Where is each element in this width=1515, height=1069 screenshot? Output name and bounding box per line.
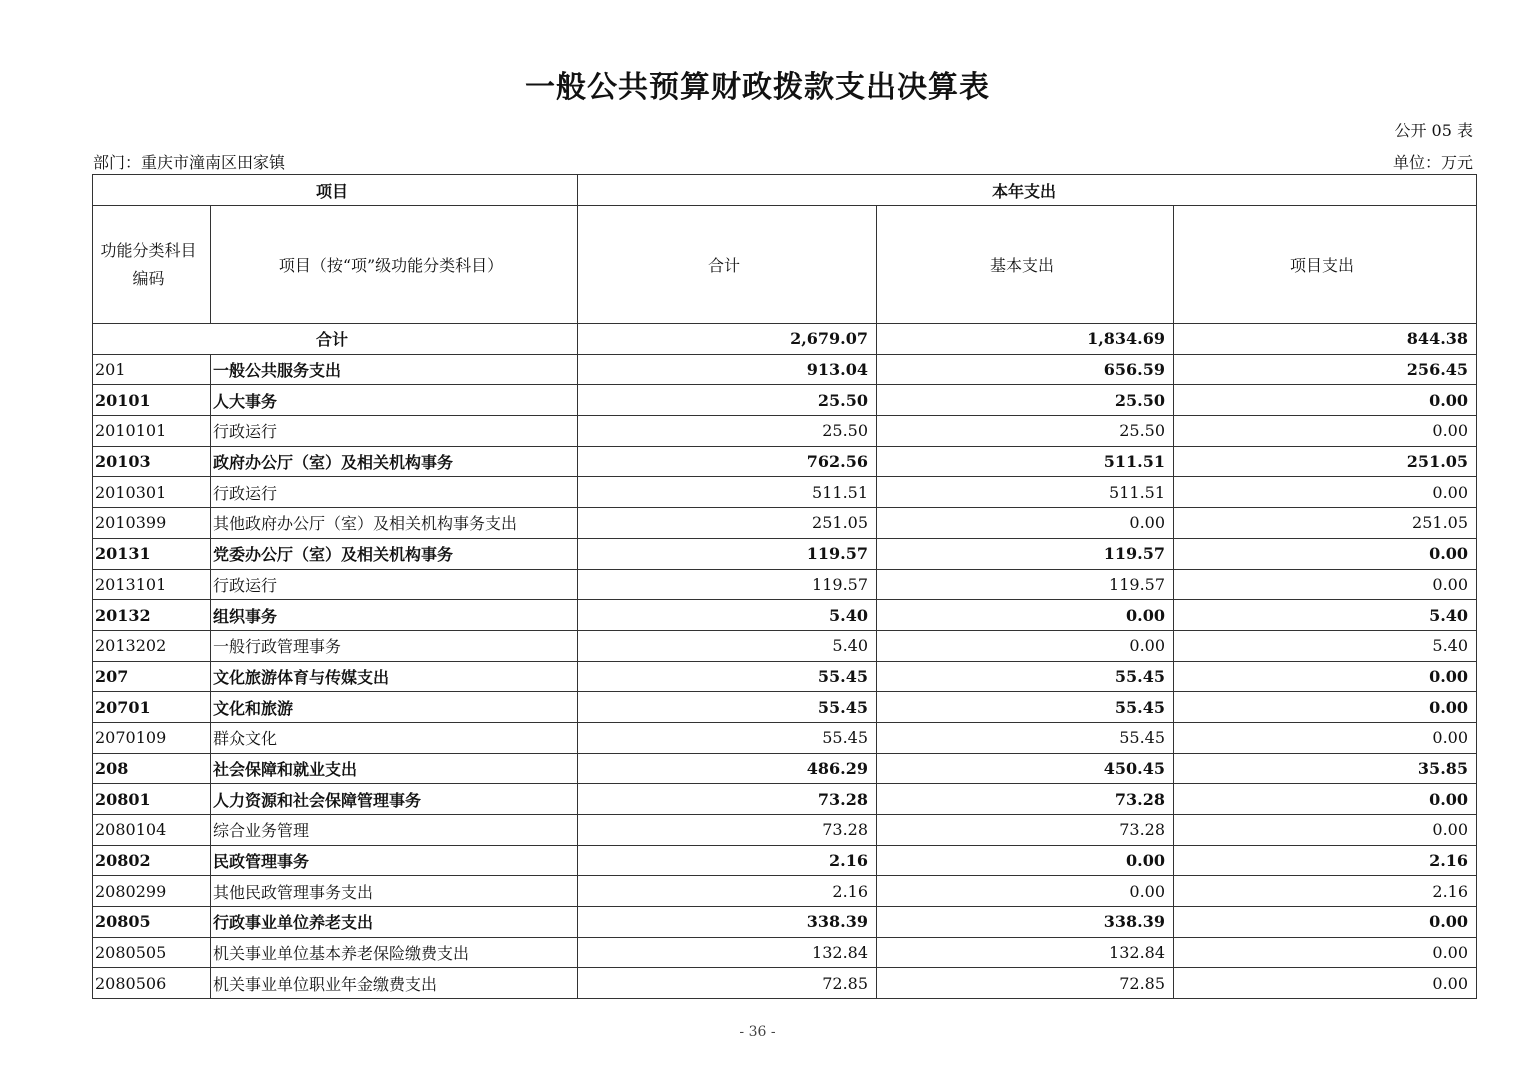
row-total: 73.28	[578, 815, 877, 846]
row-code: 2070109	[93, 722, 211, 753]
table-row	[93, 937, 1477, 968]
row-name: 民政管理事务	[211, 845, 578, 876]
row-project: 35.85	[1174, 753, 1477, 784]
row-code: 2013101	[93, 569, 211, 600]
row-project: 0.00	[1174, 692, 1477, 723]
row-basic: 25.50	[877, 385, 1174, 416]
row-basic: 0.00	[877, 508, 1174, 539]
row-project: 5.40	[1174, 630, 1477, 661]
header-code: 功能分类科目编码	[93, 206, 211, 324]
row-basic: 338.39	[877, 907, 1174, 938]
row-name: 政府办公厅（室）及相关机构事务	[211, 446, 578, 477]
table-row	[93, 477, 1477, 508]
row-total: 486.29	[578, 753, 877, 784]
table-row	[93, 600, 1477, 631]
row-name: 文化和旅游	[211, 692, 578, 723]
row-project: 0.00	[1174, 722, 1477, 753]
row-project: 0.00	[1174, 661, 1477, 692]
row-basic: 450.45	[877, 753, 1174, 784]
row-basic: 0.00	[877, 630, 1174, 661]
table-row	[93, 354, 1477, 385]
row-code: 207	[93, 661, 211, 692]
row-name: 其他民政管理事务支出	[211, 876, 578, 907]
row-code: 2080299	[93, 876, 211, 907]
header-row-1	[93, 175, 1477, 206]
row-basic: 132.84	[877, 937, 1174, 968]
table-row	[93, 815, 1477, 846]
row-basic: 73.28	[877, 784, 1174, 815]
row-name: 行政事业单位养老支出	[211, 907, 578, 938]
row-total: 55.45	[578, 722, 877, 753]
header-row-2	[93, 206, 1477, 324]
row-code: 201	[93, 354, 211, 385]
row-basic: 55.45	[877, 692, 1174, 723]
header-project-exp: 项目支出	[1174, 206, 1477, 324]
row-code: 2010301	[93, 477, 211, 508]
row-code: 2010399	[93, 508, 211, 539]
table-row	[93, 845, 1477, 876]
row-basic: 72.85	[877, 968, 1174, 999]
row-project: 0.00	[1174, 937, 1477, 968]
total-project: 844.38	[1174, 324, 1477, 355]
row-total: 2.16	[578, 845, 877, 876]
table-row	[93, 538, 1477, 569]
row-code: 20132	[93, 600, 211, 631]
total-sum: 2,679.07	[578, 324, 877, 355]
row-code: 20101	[93, 385, 211, 416]
row-code: 2080104	[93, 815, 211, 846]
header-item-name: 项目（按“项”级功能分类科目）	[211, 206, 578, 324]
row-name: 行政运行	[211, 569, 578, 600]
row-basic: 55.45	[877, 661, 1174, 692]
row-total: 55.45	[578, 661, 877, 692]
row-project: 0.00	[1174, 968, 1477, 999]
table-row	[93, 385, 1477, 416]
row-project: 0.00	[1174, 477, 1477, 508]
table-row	[93, 968, 1477, 999]
row-code: 2013202	[93, 630, 211, 661]
header-basic: 基本支出	[877, 206, 1174, 324]
row-total: 251.05	[578, 508, 877, 539]
row-project: 0.00	[1174, 569, 1477, 600]
total-row	[93, 324, 1477, 355]
row-total: 25.50	[578, 416, 877, 447]
table-row	[93, 630, 1477, 661]
row-code: 208	[93, 753, 211, 784]
row-total: 511.51	[578, 477, 877, 508]
row-basic: 511.51	[877, 477, 1174, 508]
row-code: 20805	[93, 907, 211, 938]
row-code: 2080505	[93, 937, 211, 968]
row-name: 机关事业单位职业年金缴费支出	[211, 968, 578, 999]
header-total: 合计	[578, 206, 877, 324]
row-code: 20103	[93, 446, 211, 477]
row-total: 25.50	[578, 385, 877, 416]
row-basic: 656.59	[877, 354, 1174, 385]
table-row	[93, 907, 1477, 938]
row-total: 5.40	[578, 600, 877, 631]
row-code: 20802	[93, 845, 211, 876]
row-basic: 0.00	[877, 600, 1174, 631]
unit-label: 单位：万元	[1392, 153, 1473, 172]
row-total: 132.84	[578, 937, 877, 968]
table-row	[93, 661, 1477, 692]
header-this-year: 本年支出	[578, 175, 1477, 206]
row-basic: 25.50	[877, 416, 1174, 447]
row-name: 其他政府办公厅（室）及相关机构事务支出	[211, 508, 578, 539]
row-project: 0.00	[1174, 385, 1477, 416]
table-row	[93, 784, 1477, 815]
row-basic: 0.00	[877, 876, 1174, 907]
total-basic: 1,834.69	[877, 324, 1174, 355]
row-code: 2080506	[93, 968, 211, 999]
row-total: 73.28	[578, 784, 877, 815]
row-basic: 55.45	[877, 722, 1174, 753]
row-project: 5.40	[1174, 600, 1477, 631]
row-name: 文化旅游体育与传媒支出	[211, 661, 578, 692]
row-total: 119.57	[578, 569, 877, 600]
row-name: 党委办公厅（室）及相关机构事务	[211, 538, 578, 569]
table-row	[93, 416, 1477, 447]
row-name: 机关事业单位基本养老保险缴费支出	[211, 937, 578, 968]
row-project: 251.05	[1174, 508, 1477, 539]
row-name: 综合业务管理	[211, 815, 578, 846]
row-total: 119.57	[578, 538, 877, 569]
row-code: 20131	[93, 538, 211, 569]
row-project: 2.16	[1174, 876, 1477, 907]
page-title: 一般公共预算财政拨款支出决算表	[525, 70, 990, 105]
row-project: 0.00	[1174, 907, 1477, 938]
row-basic: 119.57	[877, 538, 1174, 569]
row-name: 群众文化	[211, 722, 578, 753]
row-name: 行政运行	[211, 416, 578, 447]
total-label: 合计	[93, 324, 578, 355]
row-name: 行政运行	[211, 477, 578, 508]
row-project: 251.05	[1174, 446, 1477, 477]
row-total: 55.45	[578, 692, 877, 723]
row-name: 组织事务	[211, 600, 578, 631]
row-total: 72.85	[578, 968, 877, 999]
row-basic: 73.28	[877, 815, 1174, 846]
department-label: 部门：重庆市潼南区田家镇	[93, 153, 286, 172]
row-project: 256.45	[1174, 354, 1477, 385]
row-project: 2.16	[1174, 845, 1477, 876]
form-number: 公开 05 表	[1394, 121, 1473, 140]
row-basic: 511.51	[877, 446, 1174, 477]
table-row	[93, 876, 1477, 907]
row-name: 一般公共服务支出	[211, 354, 578, 385]
row-total: 913.04	[578, 354, 877, 385]
table-row	[93, 508, 1477, 539]
row-project: 0.00	[1174, 784, 1477, 815]
row-project: 0.00	[1174, 815, 1477, 846]
row-code: 2010101	[93, 416, 211, 447]
expenditure-table	[92, 174, 1477, 999]
row-total: 2.16	[578, 876, 877, 907]
page-number: - 36 -	[739, 1024, 776, 1040]
row-code: 20801	[93, 784, 211, 815]
row-total: 5.40	[578, 630, 877, 661]
table-row	[93, 692, 1477, 723]
row-project: 0.00	[1174, 538, 1477, 569]
table-row	[93, 753, 1477, 784]
row-total: 762.56	[578, 446, 877, 477]
table-row	[93, 569, 1477, 600]
row-name: 一般行政管理事务	[211, 630, 578, 661]
header-project: 项目	[93, 175, 578, 206]
row-basic: 0.00	[877, 845, 1174, 876]
row-name: 人大事务	[211, 385, 578, 416]
row-total: 338.39	[578, 907, 877, 938]
row-basic: 119.57	[877, 569, 1174, 600]
row-name: 社会保障和就业支出	[211, 753, 578, 784]
row-code: 20701	[93, 692, 211, 723]
row-name: 人力资源和社会保障管理事务	[211, 784, 578, 815]
table-row	[93, 446, 1477, 477]
table-row	[93, 722, 1477, 753]
row-project: 0.00	[1174, 416, 1477, 447]
